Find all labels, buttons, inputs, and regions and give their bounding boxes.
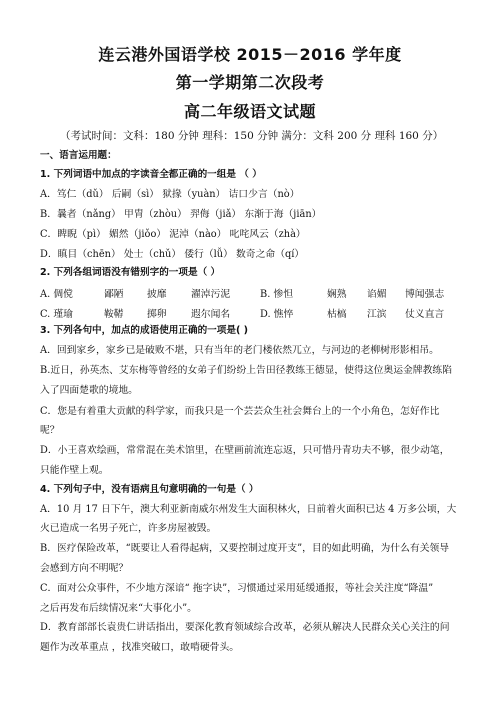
q2-option-c-label: C. 瑾瑜 (40, 309, 73, 320)
q4-option-b-line1: B．医疗保险改革，“既要让人看得起病，又要控制过度开支”，目的如此明确，为什么有关领导 (40, 543, 450, 554)
q4-option-d-line1: D．教育部部长袁贵仁讲话指出，要深化教育领域综合改革，必须从解决人民群众关心关注的问 (40, 622, 450, 633)
section-heading: 一、语言运用题： (40, 150, 117, 161)
q4-option-c-line1: C．面对公众事件，不少地方深谙“ 拖字诀”，习惯通过采用延缓通报，等社会关注度“降温” (40, 583, 434, 594)
q2-word: 谄媚 (367, 289, 387, 300)
q1-option-b: B．曩者（nǎng） 甲胄（zhòu） 羿侮（jiǎ） 东渐于海（jiān） (40, 209, 322, 220)
q4-option-d-line2: 题作为改革重点 ，找准突破口，敢啃硬骨头。 (40, 642, 240, 653)
q4-option-c-line2: 之后再发布后续情况来“大事化小”。 (40, 603, 197, 614)
q4-option-a-line1: A．10 月 17 日下午，澳大利亚新南威尔州发生大面积林火，日前着火面积已达 4 万多公顷，大 (40, 504, 457, 515)
q2-option-d-label: D. 憔悴 (260, 309, 294, 320)
q2-word: 娴熟 (327, 289, 347, 300)
q2-word: 枯槁 (327, 309, 347, 320)
q1-option-a: A．笃仁（dǔ） 后嗣（sì） 狱掾（yuàn） 诘口少言（nò） (40, 189, 300, 200)
q2-word: 鞍鞯 (104, 309, 124, 320)
exam-title: 高二年级语文试题 (183, 102, 316, 121)
q3-option-b-line1: B.近日，孙英杰、艾东梅等曾经的女弟子们纷纷上告田径教练王德显，使得这位奥运金牌教练陷 (40, 365, 452, 376)
q4-option-b-line2: 会感到方向不明呢？ (40, 563, 129, 574)
q2-word: 仗义直言 (405, 309, 445, 320)
term-title: 第一学期第二次段考 (175, 73, 325, 92)
q4-stem: 4. 下列句子中，没有语病且句意明确的一句是（ ） (40, 484, 259, 495)
q2-word: 江滨 (367, 309, 387, 320)
q3-option-d-line1: D．小王喜欢绘画，常常混在美术馆里，在壁画前流连忘返，只可惜丹青功夫不够，很少动笔， (40, 445, 450, 456)
q2-option-a-label: A. 倜傥 (40, 289, 73, 300)
exam-info: （考试时间：文科：180 分钟 理科：150 分钟 满分：文科 200 分 理科 160 分） (60, 130, 444, 142)
q2-word: 掷卵 (147, 309, 167, 320)
q2-word: 披靡 (147, 289, 167, 300)
q3-option-d-line2: 只能作壁上观。 (40, 465, 109, 476)
q2-word: 遐尔闻名 (191, 309, 231, 320)
q1-stem: 1. 下列词语中加点的字读音全都正确的一组是 （ ） (40, 169, 262, 180)
q3-option-c-line2: 呢？ (40, 425, 60, 436)
q1-option-c: C．睥睨（pì） 媚然（jiǒo） 泥淖（nào） 叱咤风云（zhà） (40, 229, 306, 240)
q3-stem: 3. 下列各句中，加点的成语使用正确的一项是( ) (40, 325, 249, 336)
q2-stem: 2. 下列各组词语没有错别字的一项是（ ） (40, 267, 221, 278)
school-title: 连云港外国语学校 2015－2016 学年度 (98, 45, 402, 64)
q1-option-d: D．瞋目（chēn） 处士（chǔ） 倭行（lǚ） 数奇之命（qí） (40, 249, 305, 260)
q2-word: 鄙陋 (104, 289, 124, 300)
q3-option-b-line2: 入了四面楚歌的境地。 (40, 385, 138, 396)
q2-word: 博闻强志 (405, 289, 445, 300)
q2-option-b-label: B. 惨怛 (260, 289, 294, 300)
q3-option-c-line1: C．您是有着重大贡献的科学家，而我只是一个芸芸众生社会舞台上的一个小角色，怎好作比 (40, 406, 440, 417)
q4-option-a-line2: 火已造成一名男子死亡，许多房屋被毁。 (40, 523, 217, 534)
q2-word: 濯淖污泥 (191, 289, 231, 300)
q3-option-a: A．回到家乡，家乡已是破败不堪，只有当年的老门楼依然兀立，与河边的老柳树形影相吊。 (40, 345, 439, 356)
